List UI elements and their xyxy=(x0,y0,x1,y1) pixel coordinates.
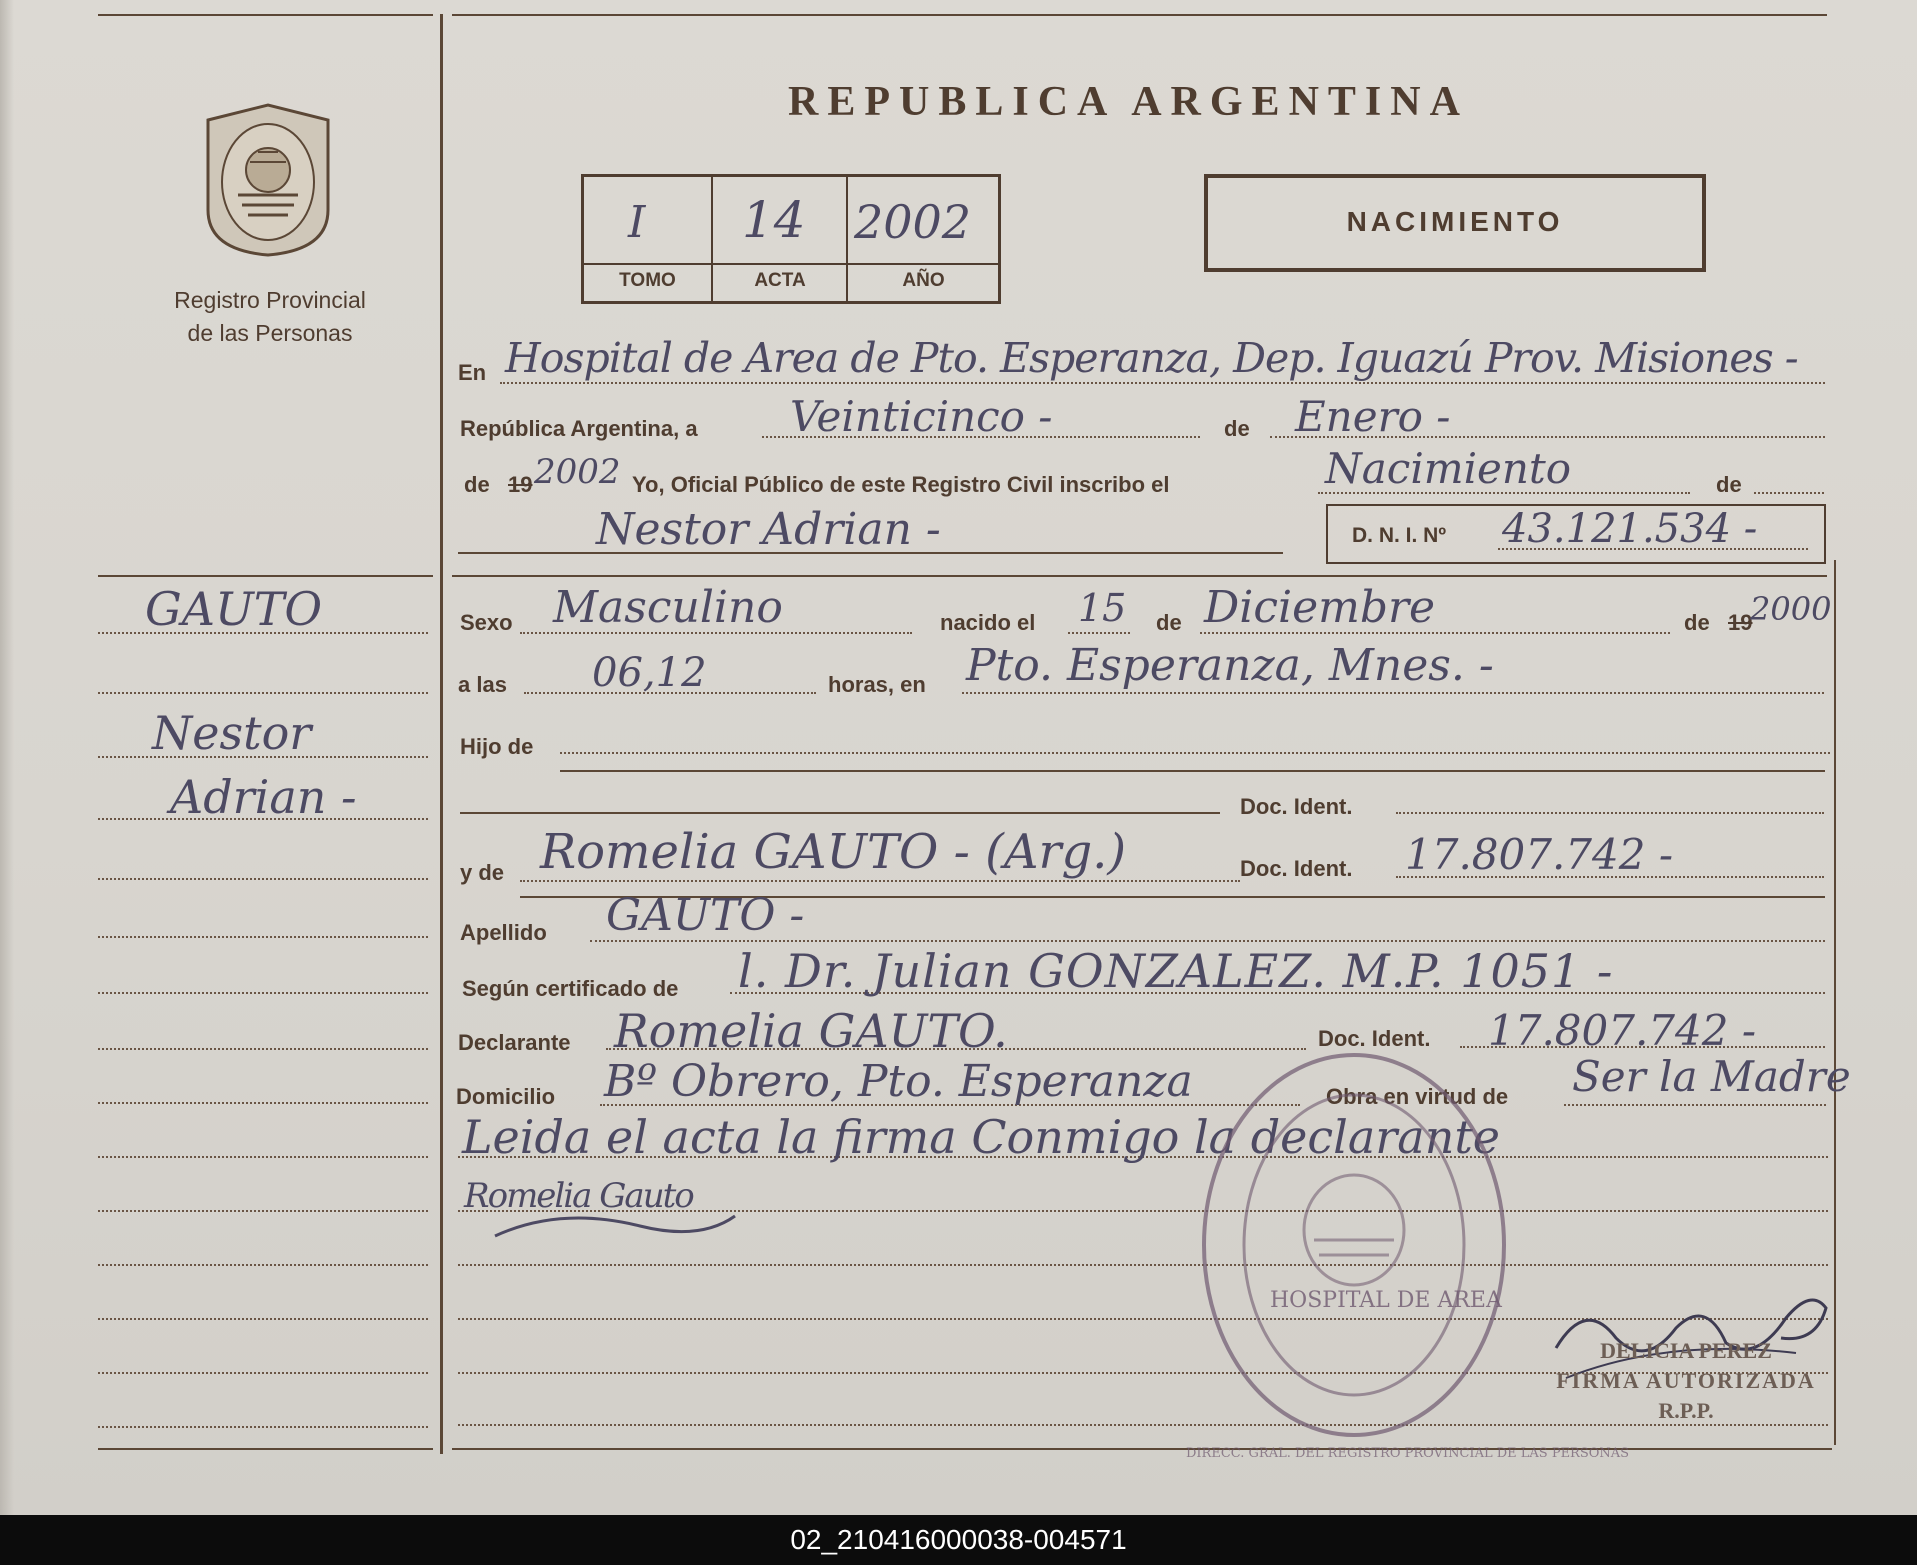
image-id-caption: 02_210416000038-004571 xyxy=(0,1515,1917,1565)
acta-label: ACTA xyxy=(754,270,806,291)
obra-line xyxy=(1564,1104,1826,1106)
father-name-line xyxy=(460,812,1220,814)
official-stamp-icon xyxy=(1184,1040,1524,1450)
doc-ident-label-3: Doc. Ident. xyxy=(1318,1026,1431,1051)
registry-line-2: de las Personas xyxy=(187,320,353,346)
doc-ident-label-1: Doc. Ident. xyxy=(1240,794,1353,819)
year-value: 2002 xyxy=(534,452,621,492)
signature-flourish-icon xyxy=(490,1196,740,1256)
binding-shadow xyxy=(0,0,14,1515)
certificate-value: l. Dr. Julian GONZALEZ. M.P. 1051 - xyxy=(738,944,1614,998)
domicilio-value: Bº Obrero, Pto. Esperanza xyxy=(604,1056,1193,1107)
authority-org: R.P.P. xyxy=(1658,1398,1714,1423)
dni-value: 43.121.534 - xyxy=(1502,506,1758,552)
apellido-value: GAUTO - xyxy=(606,890,805,941)
mother-doc: 17.807.742 - xyxy=(1405,830,1674,879)
declarante-value: Romelia GAUTO. xyxy=(614,1004,1008,1058)
ano-value: 2002 xyxy=(854,195,972,249)
doc-ident-label-2: Doc. Ident. xyxy=(1240,856,1353,881)
month-de-label: de xyxy=(1224,416,1250,441)
year-prefix: 19 xyxy=(508,472,533,497)
act-type-de-label: de xyxy=(1716,472,1742,497)
en-label: En xyxy=(458,360,487,385)
tomo-label: TOMO xyxy=(619,270,676,291)
section-rule xyxy=(452,575,1827,577)
declarante-doc: 17.807.742 - xyxy=(1488,1006,1757,1055)
top-rule-right xyxy=(452,14,1827,16)
birth-place-line xyxy=(962,692,1824,694)
country-title: REPUBLICA ARGENTINA xyxy=(788,79,1469,125)
obra-value: Ser la Madre xyxy=(1572,1052,1851,1101)
act-type-box xyxy=(1204,174,1706,272)
mother-name: Romelia GAUTO - (Arg.) xyxy=(540,824,1127,880)
father-doc-line xyxy=(1396,812,1824,814)
mother-line xyxy=(520,880,1240,882)
authority-block xyxy=(1546,1336,1826,1426)
sexo-value: Masculino xyxy=(553,582,783,633)
acta-value: 14 xyxy=(742,191,806,249)
margin-rule xyxy=(98,575,433,577)
registry-name xyxy=(120,284,420,350)
day-value: Veinticinco - xyxy=(790,392,1053,441)
birth-day-value: 15 xyxy=(1078,586,1127,630)
margin-given-name-1: Nestor xyxy=(152,706,312,760)
obra-label: Obra en virtud de xyxy=(1326,1084,1509,1109)
margin-given-name-2: Adrian - xyxy=(170,770,357,824)
record-box xyxy=(581,174,1001,304)
place-line xyxy=(500,382,1825,384)
apellido-label: Apellido xyxy=(460,920,547,945)
tomo-value: I xyxy=(628,197,646,248)
dni-label: D. N. I. Nº xyxy=(1352,524,1447,547)
father-line xyxy=(560,752,1830,754)
birth-month-value: Diciembre xyxy=(1204,582,1436,633)
birth-time-value: 06,12 xyxy=(592,650,707,696)
authority-name: DELICIA PEREZ xyxy=(1600,1338,1772,1363)
alas-label: a las xyxy=(458,672,507,697)
declarant-signature: Romelia Gauto xyxy=(464,1176,693,1216)
birth-month-de-label: de xyxy=(1156,610,1182,635)
child-name: Nestor Adrian - xyxy=(596,504,941,555)
ano-label: AÑO xyxy=(902,270,945,291)
birth-year-value: 2000 xyxy=(1750,590,1832,628)
birth-day-line xyxy=(1068,632,1130,634)
declarante-label: Declarante xyxy=(458,1030,571,1055)
hijo-label: Hijo de xyxy=(460,734,534,759)
yde-label: y de xyxy=(460,860,505,885)
reading-line: Leida el acta la firma Conmigo la declarante xyxy=(462,1110,1501,1164)
birth-year-de-label: de xyxy=(1684,610,1710,635)
margin-surname: GAUTO xyxy=(145,582,323,636)
registry-line-1: Registro Provincial xyxy=(174,287,366,313)
dni-box xyxy=(1326,504,1826,564)
birth-place-value: Pto. Esperanza, Mnes. - xyxy=(966,640,1494,691)
column-divider xyxy=(440,14,443,1454)
horas-label: horas, en xyxy=(828,672,926,697)
stamp-ring-text: DIRECC. GRAL. DEL REGISTRO PROVINCIAL DE LAS PERSONAS xyxy=(1186,1446,1630,1461)
act-type-title: NACIMIENTO xyxy=(1346,206,1564,237)
authority-role: FIRMA AUTORIZADA xyxy=(1556,1368,1816,1393)
top-rule-left xyxy=(98,14,433,16)
domicilio-label: Domicilio xyxy=(456,1084,556,1109)
registry-seal-icon xyxy=(198,100,338,260)
act-type-end-line xyxy=(1754,492,1824,494)
stamp-inner-text: HOSPITAL DE AREA xyxy=(1270,1288,1502,1313)
segun-label: Según certificado de xyxy=(462,976,679,1001)
sexo-label: Sexo xyxy=(460,610,513,635)
father-underline xyxy=(560,770,1825,772)
month-value: Enero - xyxy=(1295,392,1451,441)
place-value: Hospital de Area de Pto. Esperanza, Dep. Iguazú Prov. Misiones - xyxy=(505,334,1798,382)
bottom-rule-left xyxy=(98,1448,433,1450)
nacido-label: nacido el xyxy=(940,610,1036,635)
republica-label: República Argentina, a xyxy=(460,416,698,441)
year-de-label: de xyxy=(464,472,490,497)
act-type-value: Nacimiento xyxy=(1325,444,1572,493)
yo-label: Yo, Oficial Público de este Registro Civil inscribo el xyxy=(632,472,1170,497)
birth-year-prefix: 19 xyxy=(1728,610,1753,635)
